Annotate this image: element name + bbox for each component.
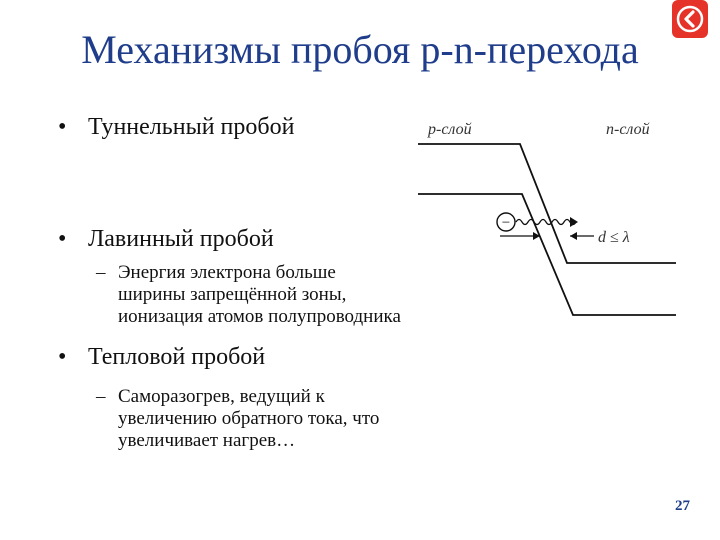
page-number: 27 [675,498,690,514]
slide-title: Механизмы пробоя p-n-перехода [81,27,639,72]
bullet-tunnel-breakdown [58,114,294,141]
bullet-text: Туннельный пробой [88,114,295,140]
electron-symbol: − [501,215,511,231]
band-diagram [400,110,700,335]
conduction-band-line [418,144,676,263]
arrowhead-icon [570,232,577,240]
bullet-marker: • [58,226,67,252]
bullet-avalanche-breakdown [58,226,274,253]
arrowhead-icon [570,217,578,227]
subbullet-text: Энергия электрона больше ширины запрещённой зоны, ионизация атомов полупроводника [118,262,401,327]
tunneling-wave [516,220,576,225]
bullet-text: Тепловой пробой [88,344,266,370]
subbullet-text: Саморазогрев, ведущий к увеличению обратного тока, что увеличивает нагрев… [118,386,380,451]
tunnel-width-label: d ≤ λ [598,229,630,246]
subbullet-marker: – [96,262,106,283]
bullet-marker: • [58,344,67,370]
p-layer-label: p-слой [428,121,472,138]
subbullet-marker: – [96,386,106,407]
bullet-text: Лавинный пробой [88,226,274,252]
bullet-thermal-breakdown [58,344,265,371]
chevron-left-icon [668,0,712,40]
n-layer-label: n-слой [606,121,650,138]
bullet-marker: • [58,114,67,140]
back-button[interactable] [668,0,712,40]
